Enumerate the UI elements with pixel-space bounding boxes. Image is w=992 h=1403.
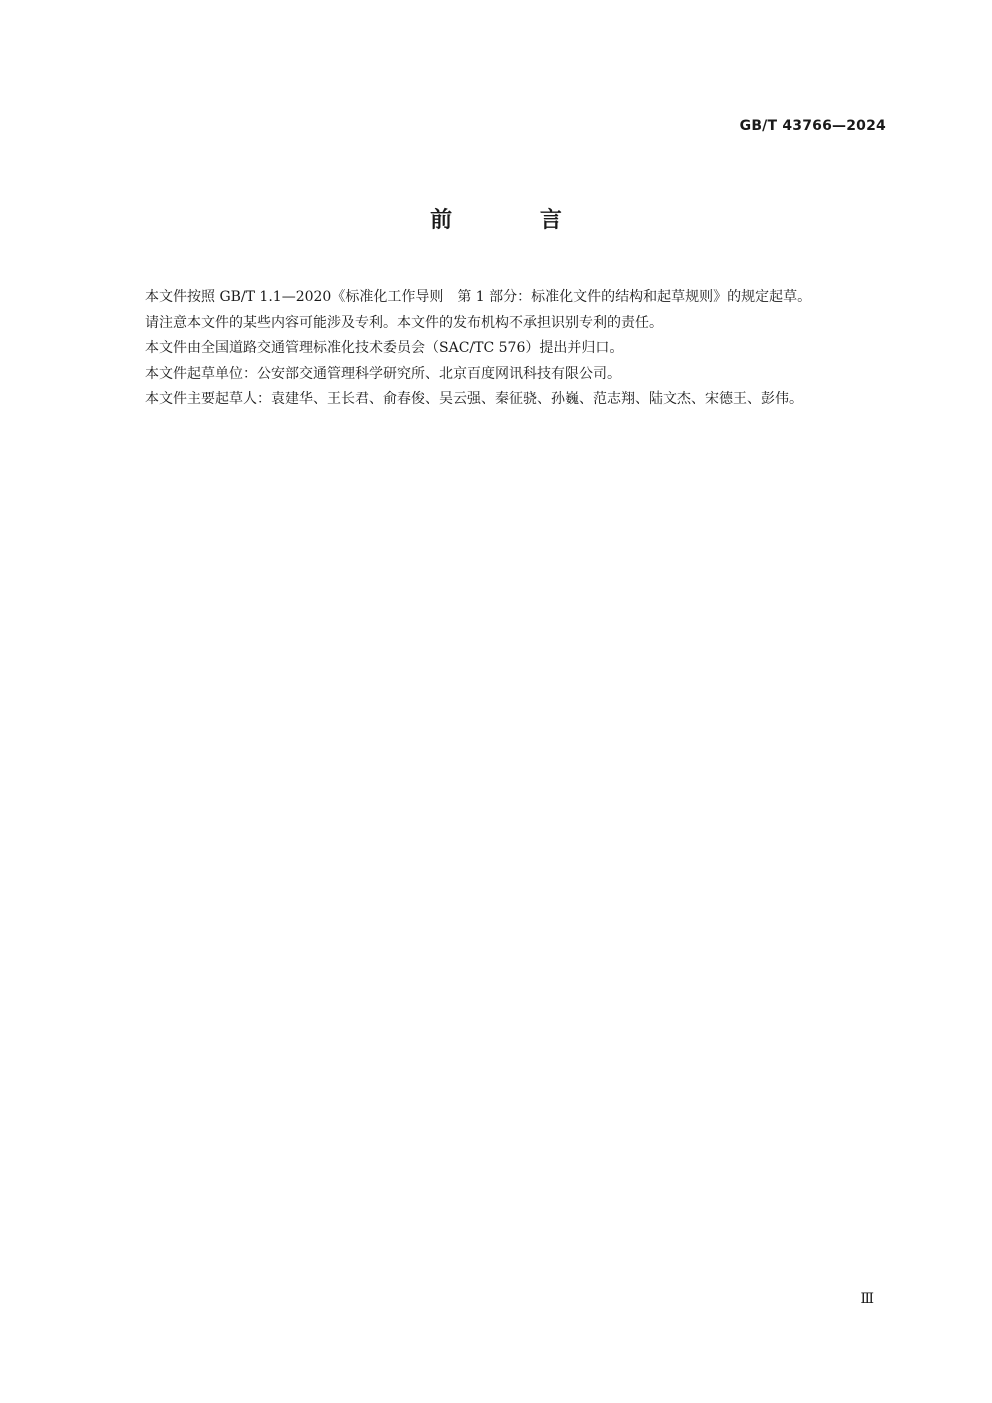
foreword-body: [117, 285, 885, 413]
page-number: Ⅲ: [860, 1291, 874, 1307]
paragraph-main-drafters: 本文件主要起草人：袁建华、王长君、俞春俊、吴云强、秦征骁、孙巍、范志翔、陆文杰、宋德王、彭伟。: [145, 391, 803, 407]
page-title: 前 言: [430, 208, 602, 233]
paragraph-drafting-rules: 本文件按照 GB/T 1.1—2020《标准化工作导则 第 1 部分：标准化文件的结构和起草规则》的规定起草。: [145, 289, 812, 305]
standard-number: GB/T 43766—2024: [739, 118, 886, 134]
paragraph-drafting-units: 本文件起草单位：公安部交通管理科学研究所、北京百度网讯科技有限公司。: [145, 365, 621, 382]
paragraph-proposer: 本文件由全国道路交通管理标准化技术委员会（SAC/TC 576）提出并归口。: [145, 340, 624, 356]
paragraph-patent-notice: 请注意本文件的某些内容可能涉及专利。本文件的发布机构不承担识别专利的责任。: [145, 314, 663, 331]
